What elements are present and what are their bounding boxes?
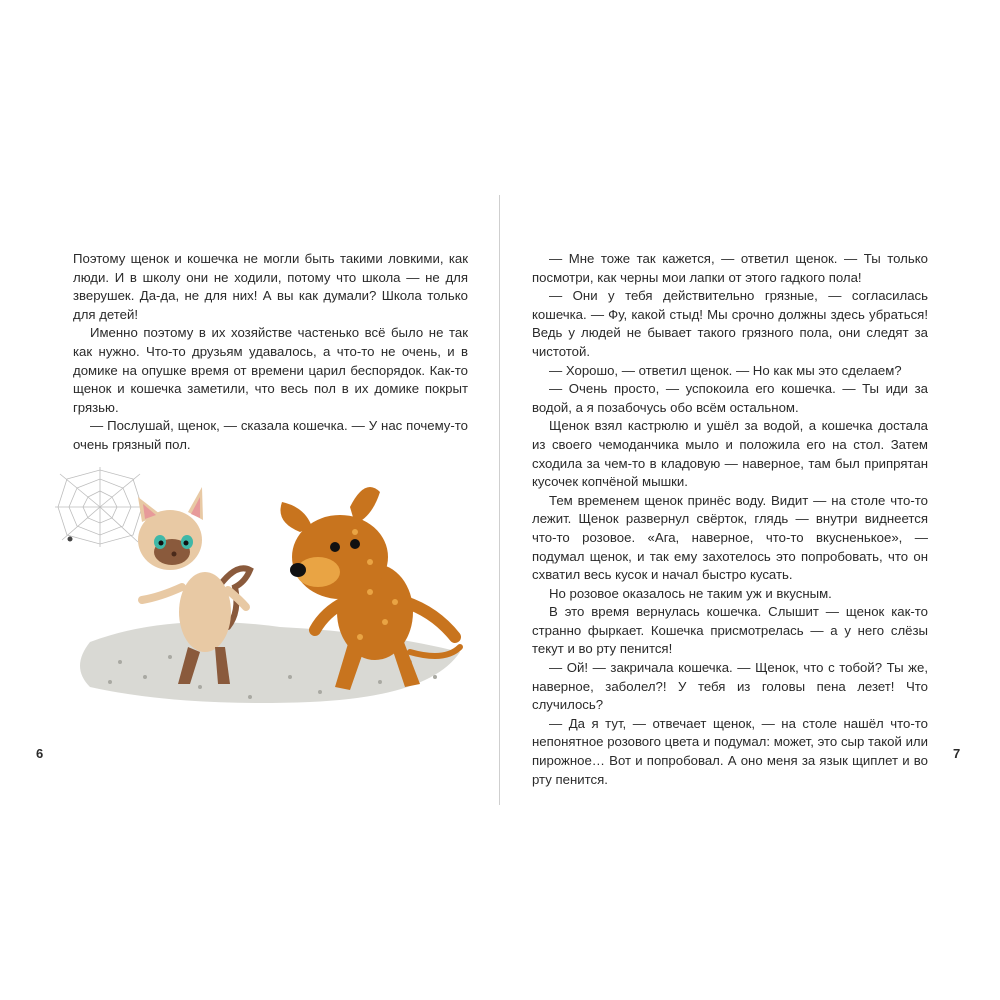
paragraph: Именно поэтому в их хозяйстве частенько всё было не так как нужно. Что-то друзьям удавалось, а что-то не очень, и в домике на опушке время от времени царил беспорядок. Как-то щенок и кошечка заметили, что весь пол в их домике покрыт грязью. (73, 325, 468, 415)
paragraph: — Послушай, щенок, — сказала кошечка. — У нас почему-то очень грязный пол. (73, 418, 468, 452)
paragraph: Поэтому щенок и кошечка не могли быть такими ловкими, как люди. И в школу они не ходили, потому что школа — не для зверушек. Да-да, не для них! А вы как думали? Школа только для детей! (73, 251, 468, 322)
page-gutter (499, 195, 500, 805)
page-number-left: 6 (36, 746, 44, 761)
spider-web-icon (55, 467, 145, 547)
right-page-text (532, 250, 928, 789)
paragraph: — Они у тебя действительно грязные, — согласилась кошечка. — Фу, какой стыд! Мы срочно должны здесь убраться! Ведь у людей не бывает такого грязного пола, они следят за чистотой. (532, 288, 928, 359)
paragraph: — Мне тоже так кажется, — ответил щенок. — Ты только посмотри, как черны мои лапки от этого гадкого пола! (532, 251, 928, 285)
paragraph: Но розовое оказалось не таким уж и вкусным. (549, 585, 832, 601)
paragraph: В это время вернулась кошечка. Слышит — щенок как-то странно фыркает. Кошечка присмотрелась — а у него слёзы текут и во рту пенится! (532, 604, 928, 657)
paragraph: Тем временем щенок принёс воду. Видит — на столе что-то лежит. Щенок развернул свёрток, глядь — внутри виднеется что-то розовое. «Ага, наверное, что-то вкусненькое», — подумал щенок, и так ему захотелось это попробовать, что он схватил весь кусок и начал быстро кусать. (532, 492, 928, 583)
paragraph: — Да я тут, — отвечает щенок, — на столе нашёл что-то непонятное розового цвета и подумал: может, это сыр такой или пирожное… Вот и попробовал. А оно меня за язык щиплет и во рту пенится. (532, 715, 928, 787)
spider-icon (68, 537, 73, 542)
paragraph: — Ой! — закричала кошечка. — Щенок, что с тобой? Ты же, наверное, заболел?! У тебя из головы пена лезет! Что случилось? (532, 660, 928, 713)
paragraph: — Хорошо, — ответил щенок. — Но как мы это сделаем? (549, 362, 902, 378)
left-page-text (73, 250, 468, 455)
cat-and-dog-illustration (50, 462, 480, 712)
paragraph: Щенок взял кастрюлю и ушёл за водой, а кошечка достала из своего чемоданчика мыло и положила его на стол. Затем сходила за чем-то в кладовую — наверное, там был припрятан кусочек копчёной мышки. (532, 418, 928, 490)
page-number-right: 7 (953, 746, 961, 761)
paragraph: — Очень просто, — успокоила его кошечка. — Ты иди за водой, а я позабочусь обо всём остальном. (532, 381, 928, 415)
